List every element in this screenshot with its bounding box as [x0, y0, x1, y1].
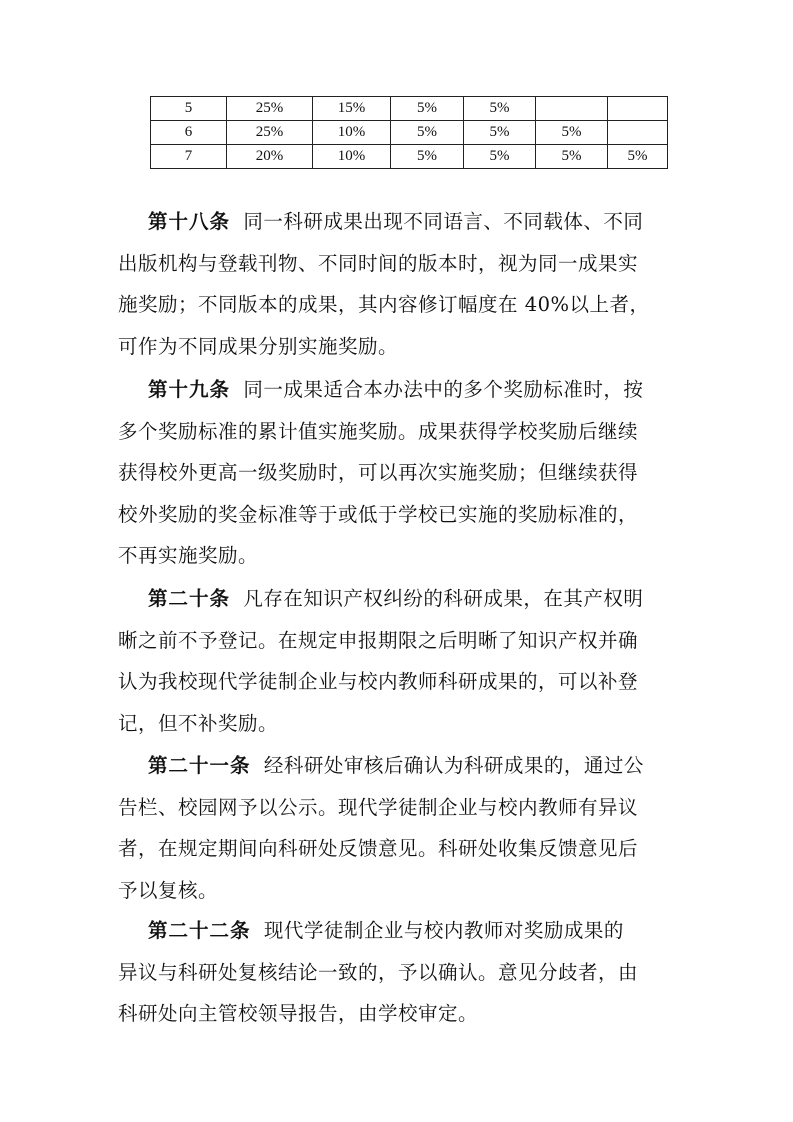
- article-text: 获得校外更高一级奖励时，可以再次实施奖励；但继续获得: [118, 461, 639, 484]
- table-cell: [536, 97, 608, 121]
- article-title: 第十八条: [148, 210, 231, 233]
- article-text: 同一成果适合本办法中的多个奖励标准时，按: [243, 378, 644, 401]
- table-cell: 15%: [313, 97, 391, 121]
- article-first-line: [118, 910, 678, 952]
- table-cell: 5%: [391, 145, 464, 169]
- article-text: 不再实施奖励。: [118, 544, 259, 567]
- table-cell: 20%: [227, 145, 313, 169]
- table-cell: 10%: [313, 145, 391, 169]
- article-first-line: [118, 745, 678, 787]
- table-cell: 5%: [536, 145, 608, 169]
- table-row: [151, 145, 668, 169]
- article-text: 晰之前不予登记。在规定申报期限之后明晰了知识产权并确: [118, 628, 639, 652]
- table-cell: 6: [151, 121, 227, 145]
- table-cell: 5%: [391, 97, 464, 121]
- table-row: [151, 121, 668, 145]
- article-text: 多个奖励标准的累计值实施奖励。成果获得学校奖励后继续: [118, 419, 639, 443]
- table-cell: 25%: [227, 121, 313, 145]
- article-first-line: [118, 369, 678, 411]
- table-cell: 10%: [313, 121, 391, 145]
- article-text: 同一科研成果出现不同语言、不同载体、不同: [243, 210, 644, 233]
- article-title: 第二十二条: [148, 919, 251, 942]
- article-text: 告栏、校园网予以公示。现代学徒制企业与校内教师有异议: [118, 795, 639, 819]
- article-22: [118, 910, 678, 1035]
- table-row: [151, 97, 668, 121]
- article-first-line: [118, 578, 678, 620]
- article-text: 可作为不同成果分别实施奖励。: [118, 334, 399, 358]
- award-ratio-table: [150, 96, 668, 169]
- article-title: 第二十条: [148, 587, 231, 610]
- table-cell: 25%: [227, 97, 313, 121]
- article-text: 校外奖励的奖金标准等于或低于学校已实施的奖励标准的，: [118, 502, 639, 526]
- table-cell: 5%: [608, 145, 668, 169]
- article-text: 凡存在知识产权纠纷的科研成果，在其产权明: [243, 587, 644, 610]
- article-text: 现代学徒制企业与校内教师对奖励成果的: [263, 919, 624, 942]
- table-cell: [608, 121, 668, 145]
- article-text: 者，在规定期间向科研处反馈意见。科研处收集反馈意见后: [118, 837, 639, 860]
- article-21: [118, 745, 678, 911]
- article-title: 第十九条: [148, 378, 231, 401]
- table-cell: 5%: [536, 121, 608, 145]
- article-text: 予以复核。: [118, 878, 219, 902]
- article-18: [118, 201, 678, 367]
- article-20: [118, 578, 678, 744]
- table-cell: 5%: [464, 145, 536, 169]
- article-text: 经科研处审核后确认为科研成果的，通过公: [263, 754, 644, 777]
- table-cell: 5%: [464, 97, 536, 121]
- table-cell: [608, 97, 668, 121]
- article-text: 记，但不补奖励。: [118, 711, 279, 735]
- article-title: 第二十一条: [148, 754, 251, 777]
- article-text: 认为我校现代学徒制企业与校内教师科研成果的，可以补登: [118, 670, 639, 693]
- article-19: [118, 369, 678, 577]
- table-cell: 5%: [464, 121, 536, 145]
- article-first-line: [118, 201, 678, 243]
- article-text: 出版机构与登载刊物、不同时间的版本时，视为同一成果实: [118, 251, 639, 275]
- table-cell: 5: [151, 97, 227, 121]
- table-body: [151, 97, 668, 169]
- table-cell: 5%: [391, 121, 464, 145]
- table-cell: 7: [151, 145, 227, 169]
- article-text: 施奖励；不同版本的成果，其内容修订幅度在 40%以上者，: [118, 293, 650, 316]
- article-text: 科研处向主管校领导报告，由学校审定。: [118, 1002, 479, 1025]
- article-text: 异议与科研处复核结论一致的，予以确认。意见分歧者，由: [118, 960, 639, 984]
